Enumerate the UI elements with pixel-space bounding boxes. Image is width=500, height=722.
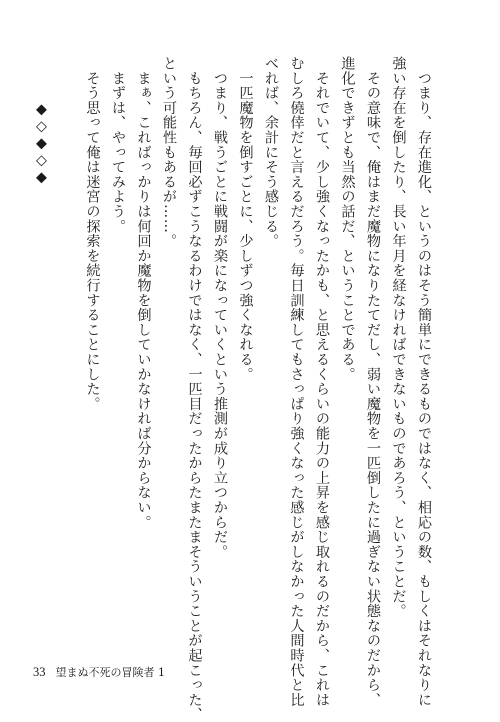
text-line: その意味で、俺はまだ魔物になりたてだし、弱い魔物を一匹倒したに過ぎない状態なのだから、 [365, 56, 381, 708]
text-line: 進化できずとも当然の話だ、ということである。 [339, 56, 356, 382]
text-line: まずは、やってみよう。 [110, 56, 126, 234]
text-line: 一匹魔物を倒すごとに、少しずつ強くなれる。 [237, 56, 254, 382]
text-line: つまり、戦うごとに戦闘が楽になっていくという推測が成り立つからだ。 [212, 56, 228, 560]
text-line [0, 56, 3, 634]
page-number: 33 [33, 665, 46, 679]
text-line: つまり、存在進化、というのはそう簡単にできるものではなく、相応の数、もしくはそれなりに [416, 56, 432, 708]
text-line: まぁ、こればっかりは何回か魔物を倒していかなければ分からない。 [135, 56, 152, 530]
book-title: 望まぬ不死の冒険者 1 [55, 666, 165, 679]
text-line: それでいて、少し強くなったかも、と思えるくらいの能力の上昇を感じ取れるのだから、これは [314, 56, 330, 708]
text-line: むしろ僥倖だと言えるだろう。毎日訓練してもさっぱり強くなった感じがしなかった人間時代と比 [288, 56, 305, 708]
text-line: 強い存在を倒したり、長い年月を経なければできないものであろう、ということだ。 [390, 56, 407, 619]
text-line: べれば、余計にそう感じる。 [263, 56, 279, 249]
text-line: という可能性もあるが……。 [161, 56, 177, 249]
text-line: もちろん、毎回必ずこうなるわけではなく、一匹目だったからたまたまそういうことが起こった、 [186, 56, 203, 722]
text-line: そう思って俺は迷宮の探索を続行することにした。 [84, 56, 101, 412]
page-footer [33, 664, 165, 680]
blank-line [3, 56, 29, 634]
blank-line [54, 56, 80, 634]
section-separator: ◆◇◆◇◆ [33, 56, 50, 187]
